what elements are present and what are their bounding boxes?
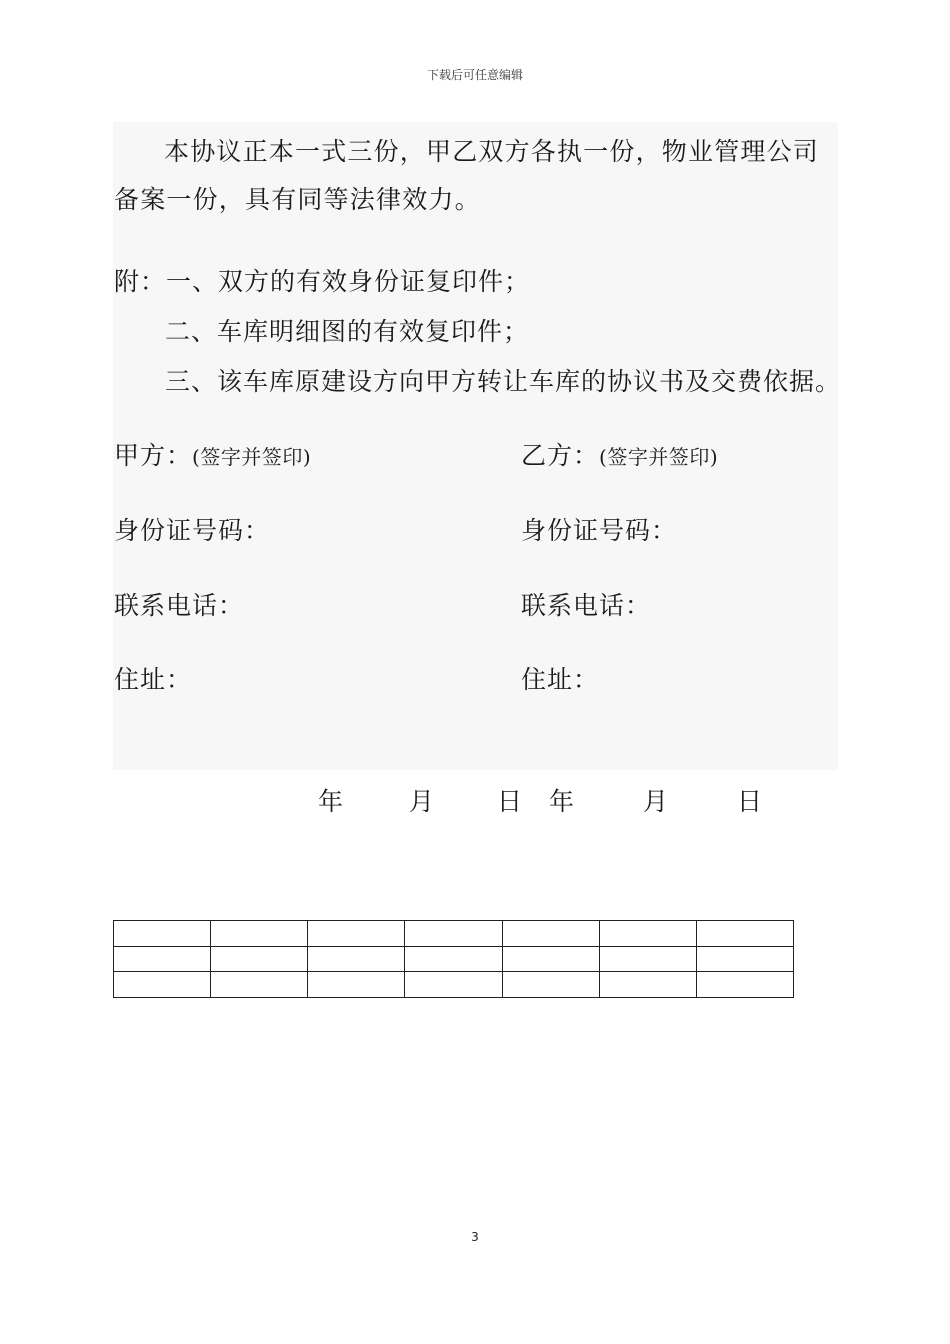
- table-cell: [114, 946, 211, 972]
- validity-paragraph: 本协议正本一式三份，甲乙双方各执一份，物业管理公司备案一份，具有同等法律效力。: [114, 137, 820, 214]
- party-a-signature: [114, 436, 311, 472]
- table-cell: [405, 921, 502, 947]
- table-cell: [114, 972, 211, 998]
- party-a-sign-note: (签字并签印): [192, 445, 312, 469]
- party-a-id-label: 身份证号码：: [114, 516, 271, 545]
- table-cell: [696, 921, 793, 947]
- party-b-address-label: 住址：: [521, 665, 600, 694]
- table-cell: [502, 972, 599, 998]
- table-row: [114, 972, 794, 998]
- table-cell: [502, 946, 599, 972]
- table-cell: [599, 946, 696, 972]
- table-row: [114, 921, 794, 947]
- page-header: 下载后可任意编辑: [426, 68, 523, 82]
- table-cell: [308, 921, 405, 947]
- date-a-year: 年: [318, 787, 344, 816]
- date-a-month: 月: [409, 787, 435, 816]
- table-cell: [599, 972, 696, 998]
- date-b-month: 月: [643, 787, 669, 816]
- table-cell: [599, 921, 696, 947]
- table-cell: [211, 921, 308, 947]
- party-b-phone-label: 联系电话：: [521, 591, 652, 620]
- table-cell: [502, 921, 599, 947]
- party-b-signature: [521, 436, 718, 472]
- date-b-year: 年: [549, 787, 575, 816]
- party-a-phone-label: 联系电话：: [114, 591, 245, 620]
- page-number: 3: [471, 1230, 479, 1244]
- table-cell: [405, 946, 502, 972]
- table-cell: [696, 946, 793, 972]
- party-a-address-label: 住址：: [114, 665, 193, 694]
- table-cell: [308, 946, 405, 972]
- table-cell: [405, 972, 502, 998]
- attachment-item-3: 三、该车库原建设方向甲方转让车库的协议书及交费依据。: [165, 367, 842, 396]
- table-row: [114, 946, 794, 972]
- date-b-day: 日: [737, 787, 763, 816]
- blank-grid-table: [113, 920, 794, 998]
- table-cell: [308, 972, 405, 998]
- party-b-sign-note: (签字并签印): [599, 445, 719, 469]
- party-b-label: 乙方：: [521, 441, 600, 470]
- party-b-id-label: 身份证号码：: [521, 516, 678, 545]
- attachment-item-1: 附：一、双方的有效身份证复印件；: [114, 267, 531, 296]
- table-cell: [696, 972, 793, 998]
- party-a-label: 甲方：: [114, 441, 193, 470]
- table-cell: [211, 972, 308, 998]
- table-cell: [114, 921, 211, 947]
- date-a-day: 日: [497, 787, 523, 816]
- attachment-item-2: 二、车库明细图的有效复印件；: [165, 317, 530, 346]
- table-cell: [211, 946, 308, 972]
